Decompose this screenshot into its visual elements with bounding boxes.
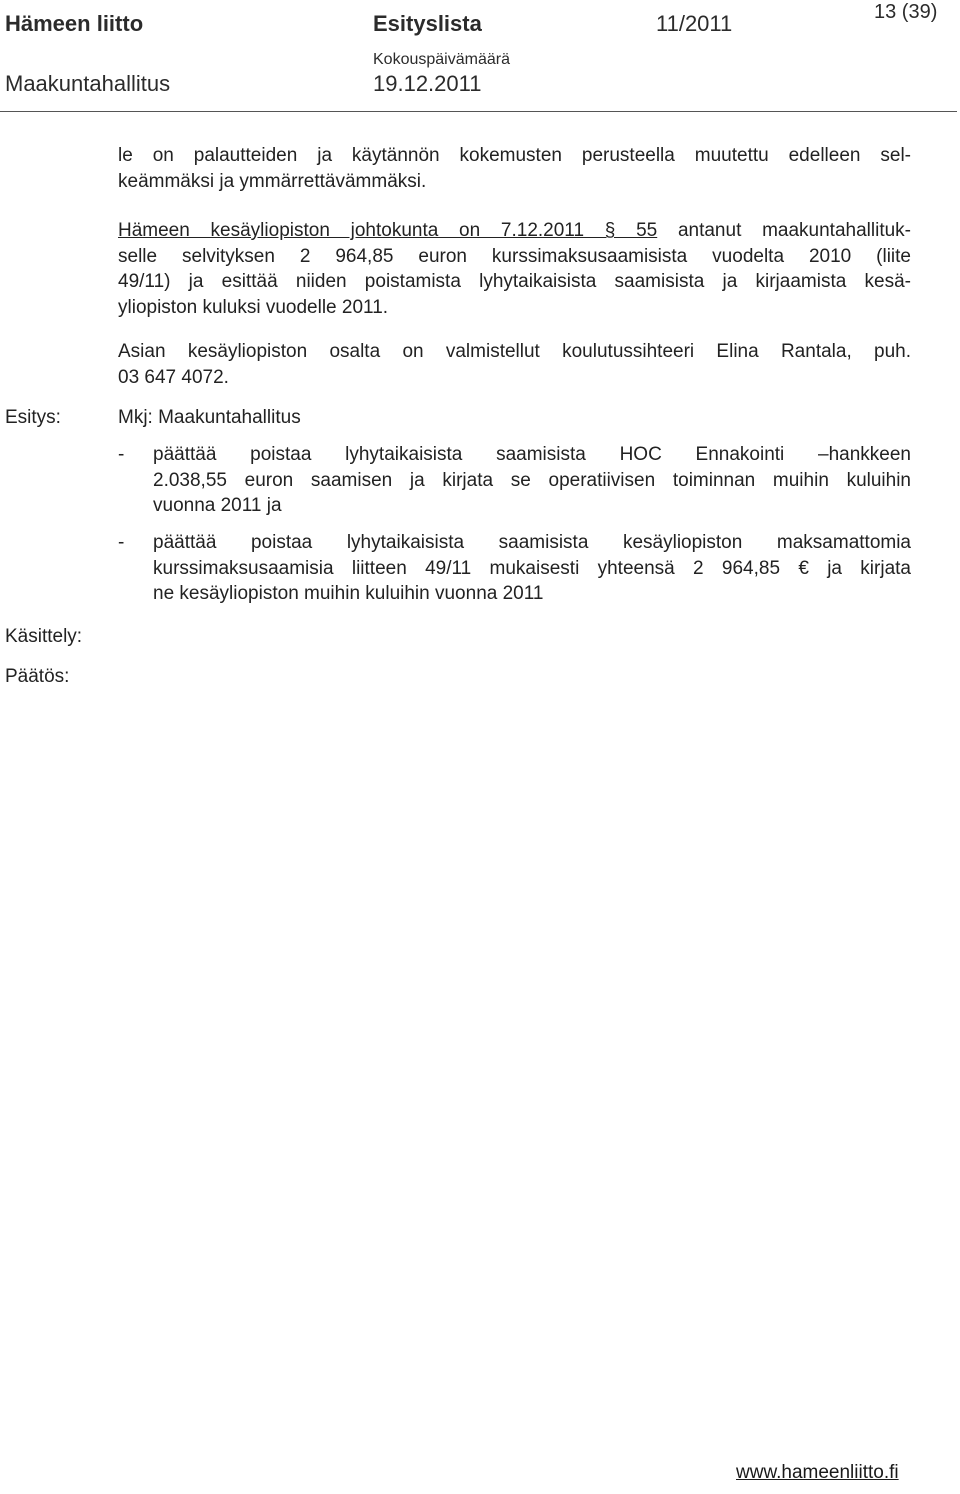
text-line: le on palautteiden ja käytännön kokemusten perusteella muutettu edelleen sel- <box>118 145 911 166</box>
text-line: päättää poistaa lyhytaikaisista saamisista HOC Ennakointi –hankkeen <box>153 444 911 465</box>
text-line: 2.038,55 euron saamisen ja kirjata se operatiivisen toiminnan muihin kuluihin <box>153 469 911 491</box>
header-rule <box>0 111 957 112</box>
text-line: kurssimaksusaamisia liitteen 49/11 mukaisesti yhteensä 2 964,85 € ja kirjata <box>153 557 911 579</box>
text-line: ne kesäyliopiston muihin kuluihin vuonna 2011 <box>153 583 544 604</box>
text-line: vuonna 2011 ja <box>153 495 282 516</box>
document-type: Esityslista <box>373 11 482 36</box>
text-line: selle selvityksen 2 964,85 euron kurssimaksusaamisista vuodelta 2010 (liite <box>118 245 911 267</box>
text-line: Asian kesäyliopiston osalta on valmistellut koulutussihteeri Elina Rantala, puh. <box>118 341 911 362</box>
text-line: päättää poistaa lyhytaikaisista saamisista kesäyliopiston maksamattomia <box>153 532 911 553</box>
text-line: keämmäksi ja ymmärrettävämmäksi. <box>118 170 427 192</box>
body-name: Maakuntahallitus <box>5 71 171 96</box>
footer-website-link[interactable]: www.hameenliitto.fi <box>736 1462 899 1483</box>
org-name: Hämeen liitto <box>5 11 144 36</box>
text-line: yliopiston kuluksi vuodelle 2011. <box>118 296 389 318</box>
proposal-item-2 <box>153 530 911 607</box>
page-number: 13 (39) <box>874 1 938 23</box>
paragraph-3 <box>118 339 911 390</box>
proposal-item-1 <box>153 442 911 519</box>
bullet-marker: - <box>118 532 125 553</box>
esitys-intro: Mkj: Maakuntahallitus <box>118 407 301 428</box>
decision-reference-link[interactable]: Hämeen kesäyliopiston johtokunta on 7.12.2011 § 55 <box>118 220 658 241</box>
meeting-date: 19.12.2011 <box>373 71 482 96</box>
paatos-label: Päätös: <box>5 666 70 687</box>
date-label: Kokouspäivämäärä <box>373 51 510 68</box>
text-line: Hämeen kesäyliopiston johtokunta on 7.12.2011 § 55 antanut maakuntahallituk- <box>118 220 911 241</box>
paragraph-1 <box>118 143 911 194</box>
paragraph-2 <box>118 218 911 320</box>
kasittely-label: Käsittely: <box>5 626 83 647</box>
text-line: 49/11) ja esittää niiden poistamista lyhytaikaisista saamisista ja kirjaamista kesä- <box>118 271 911 292</box>
text-line: 03 647 4072. <box>118 366 229 388</box>
bullet-marker: - <box>118 444 125 465</box>
esitys-label: Esitys: <box>5 407 61 428</box>
document-number: 11/2011 <box>656 11 733 36</box>
